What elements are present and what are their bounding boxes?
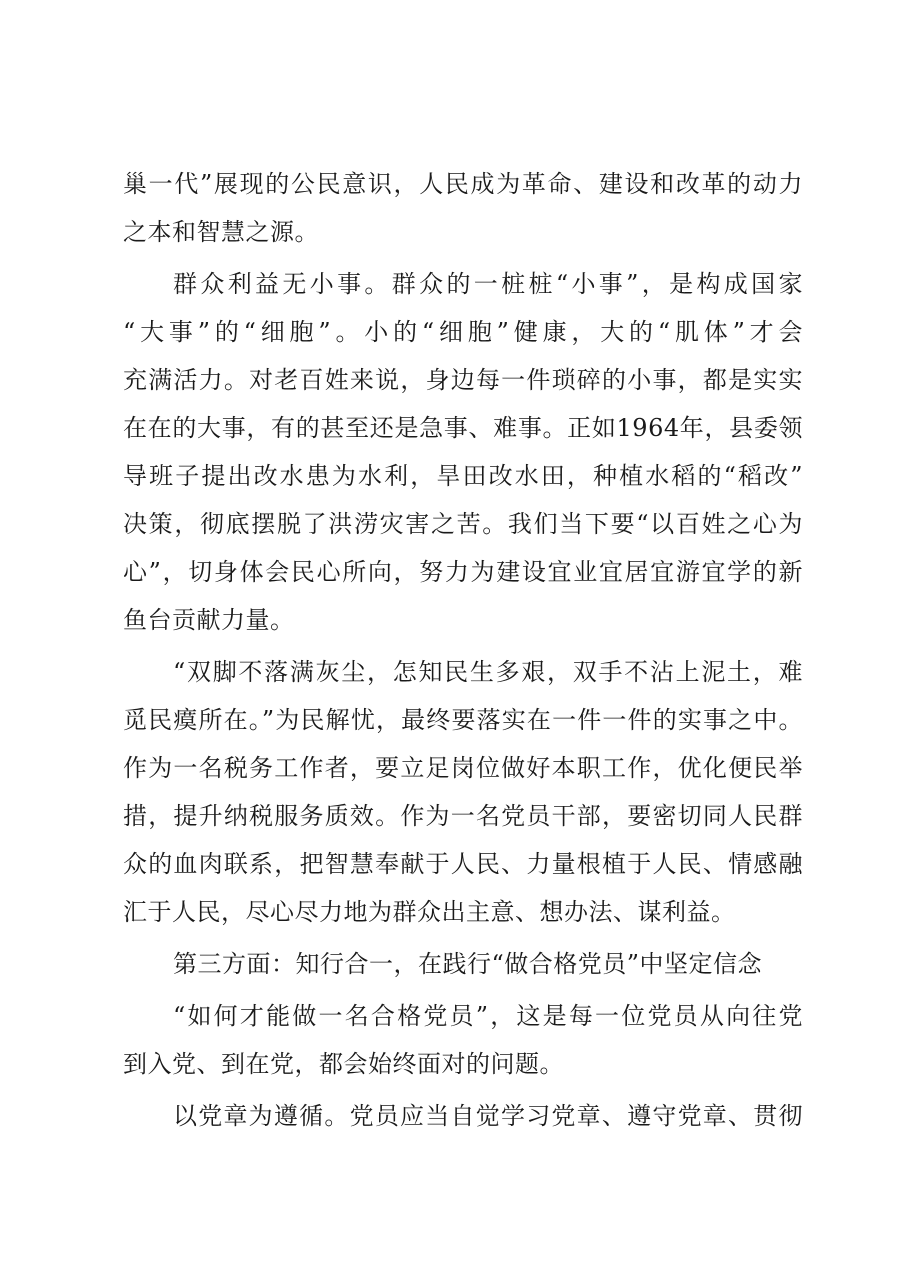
text-line: 作为一名税务工作者，要立足岗位做好本职工作，优化便民举 — [123, 754, 803, 782]
text-line: 以党章为遵循。党员应当自觉学习党章、遵守党章、贯彻 — [173, 1102, 803, 1130]
text-line: “双脚不落满灰尘，怎知民生多艰，双手不沾上泥土，难 — [173, 658, 803, 686]
text-line: 巢一代”展现的公民意识，人民成为革命、建设和改革的动力 — [123, 170, 803, 198]
section-heading: 第三方面：知行合一，在践行“做合格党员”中坚定信念 — [173, 950, 763, 978]
text-line: 群众利益无小事。群众的一桩桩“小事”，是构成国家 — [173, 270, 803, 298]
text-line: 到入党、到在党，都会始终面对的问题。 — [123, 1050, 564, 1078]
text-line: 充满活力。对老百姓来说，身边每一件琐碎的小事，都是实实 — [123, 366, 803, 394]
text-line: 决策，彻底摆脱了洪涝灾害之苦。我们当下要“以百姓之心为 — [123, 510, 803, 538]
text-line: 导班子提出改水患为水利，旱田改水田，种植水稻的“稻改” — [123, 462, 803, 490]
text-line: 措，提升纳税服务质效。作为一名党员干部，要密切同人民群 — [123, 802, 803, 830]
text-line: 汇于人民，尽心尽力地为群众出主意、想办法、谋利益。 — [123, 898, 736, 926]
text-line: 心”，切身体会民心所向，努力为建设宜业宜居宜游宜学的新 — [123, 558, 803, 586]
text-line: 众的血肉联系，把智慧奉献于人民、力量根植于人民、情感融 — [123, 850, 803, 878]
text-line: “大事”的“细胞”。小的“细胞”健康，大的“肌体”才会 — [123, 318, 803, 346]
text-line: “如何才能做一名合格党员”，这是每一位党员从向往党 — [173, 1002, 803, 1030]
text-line: 觅民瘼所在。”为民解忧，最终要落实在一件一件的实事之中。 — [123, 706, 803, 734]
text-line: 之本和智慧之源。 — [123, 218, 319, 246]
text-line: 鱼台贡献力量。 — [123, 606, 295, 634]
text-line: 在在的大事，有的甚至还是急事、难事。正如1964年，县委领 — [123, 414, 803, 442]
